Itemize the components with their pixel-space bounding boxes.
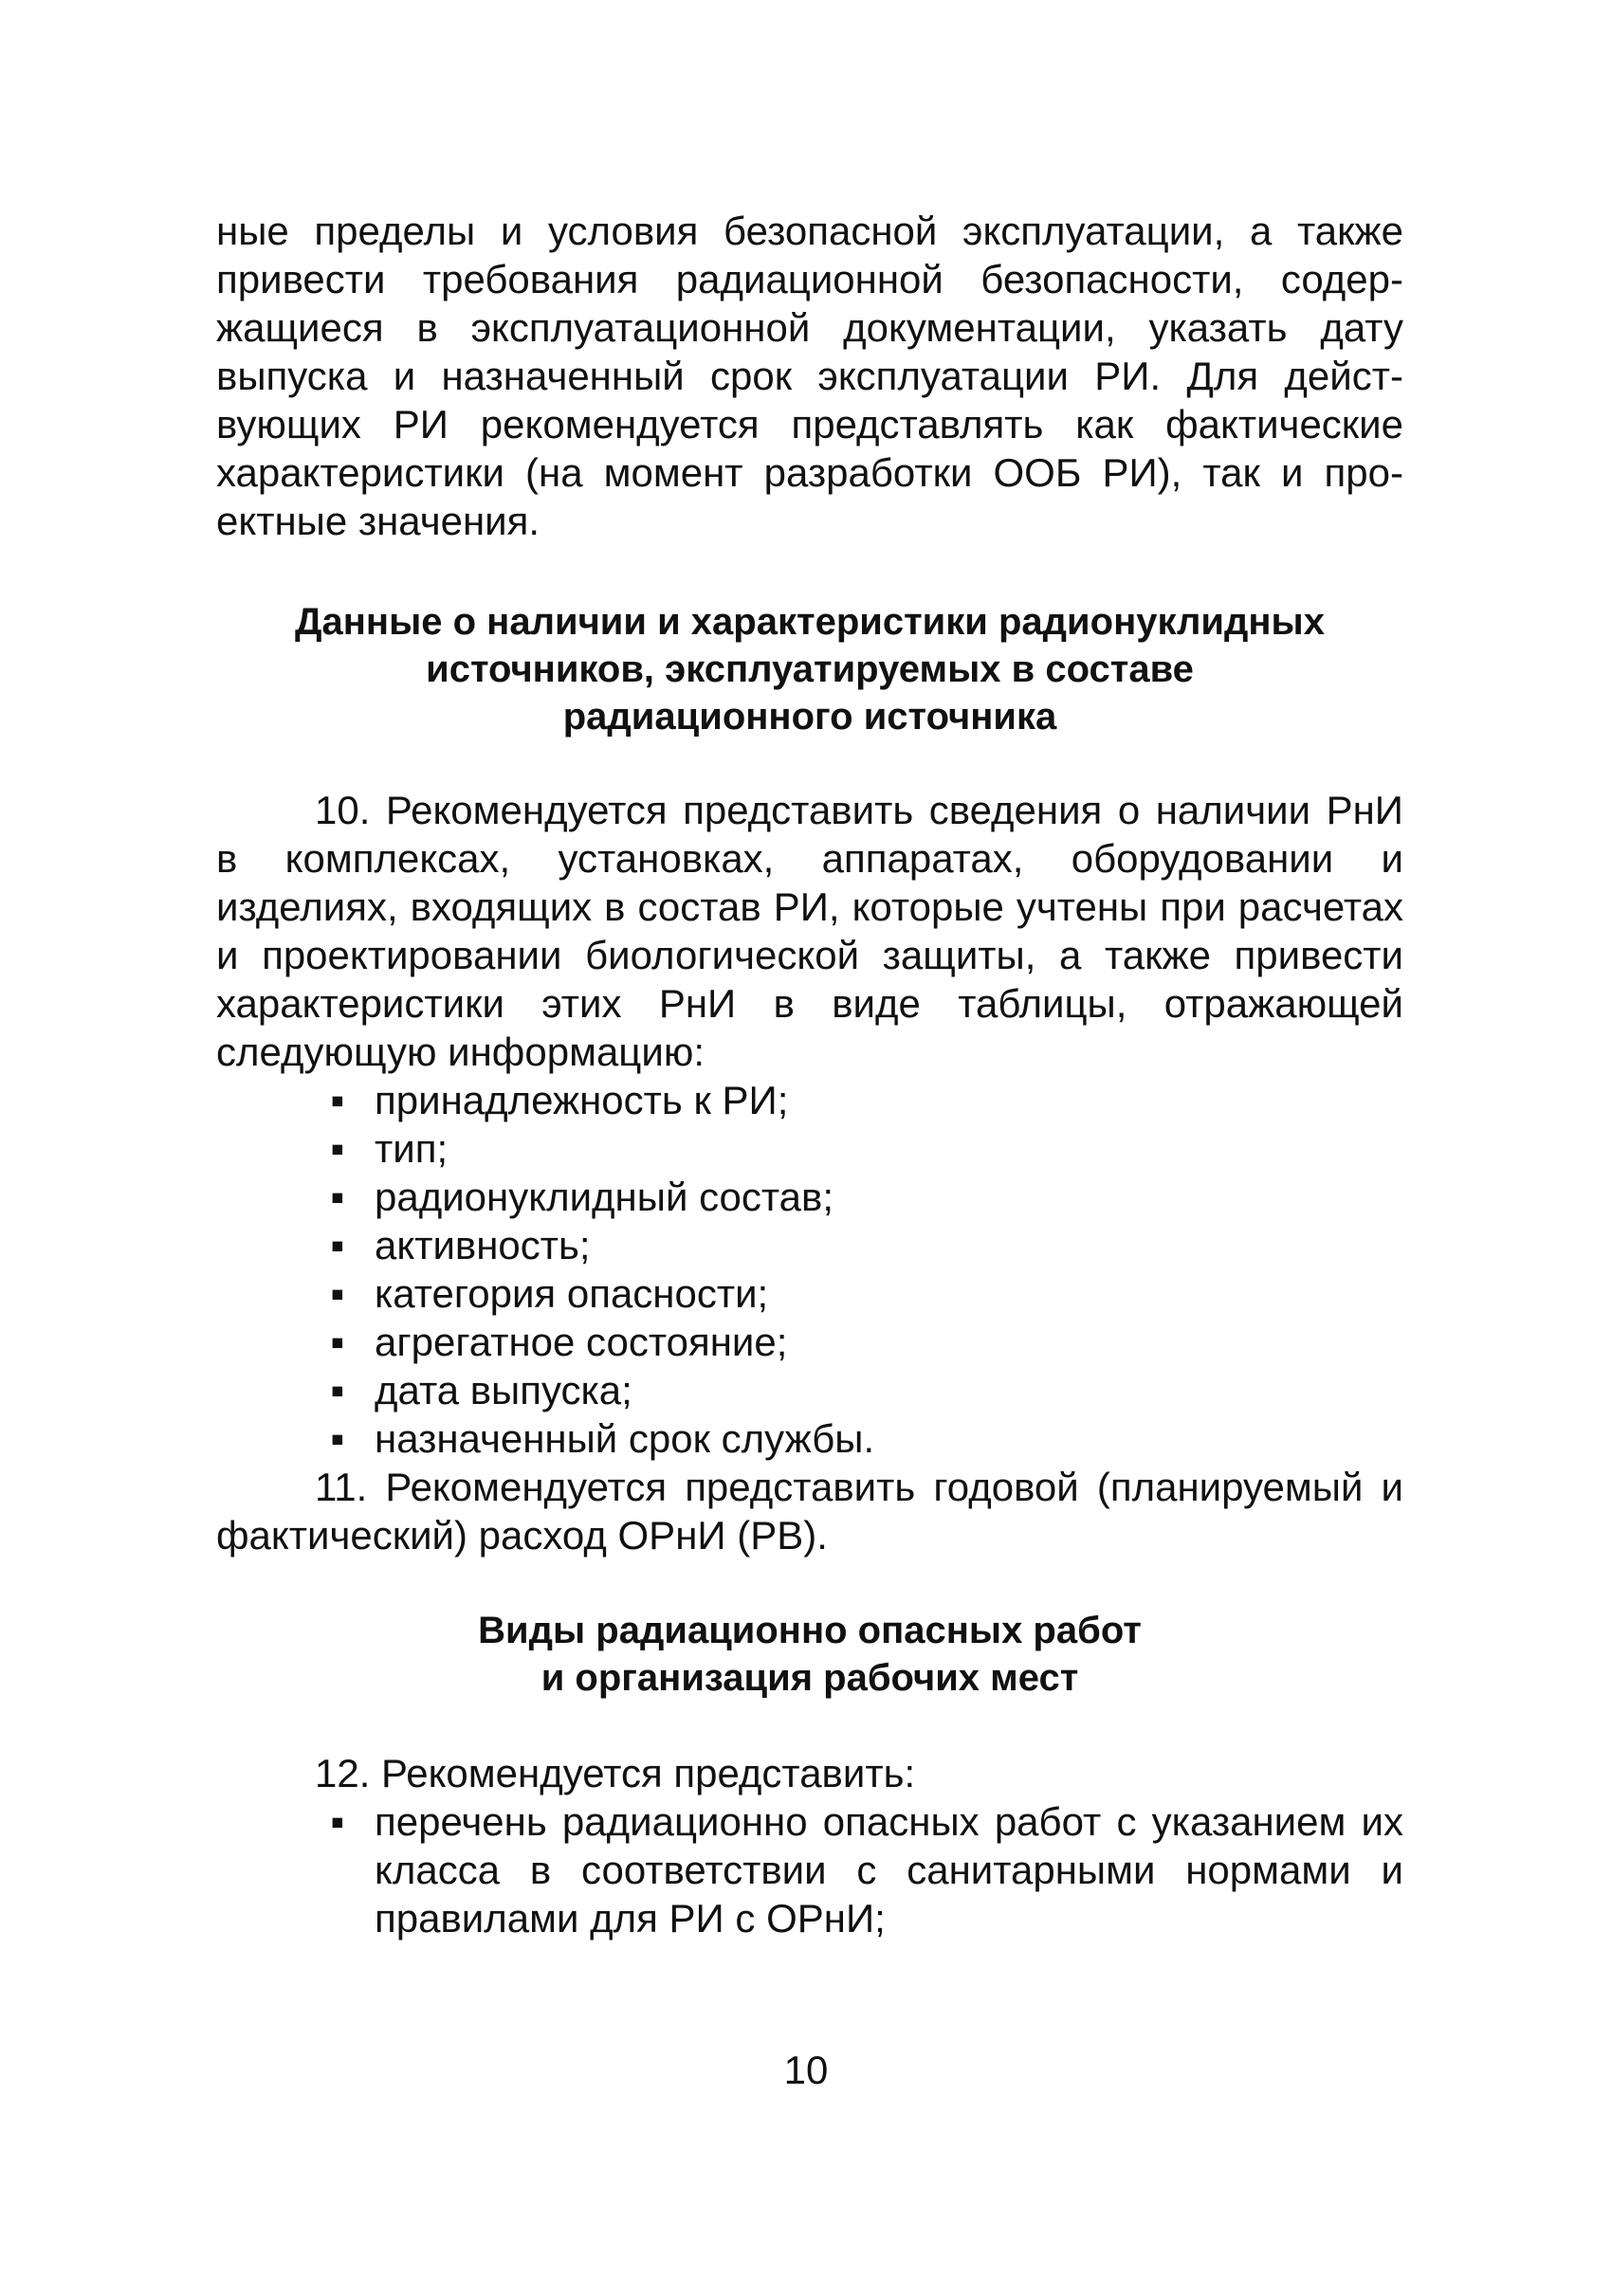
list-item-text: агрегатное состояние; [375,1320,788,1364]
list-item [216,1366,1403,1414]
list-item [216,1076,1403,1124]
list-item-text: перечень радиационно опасных работ с указанием их класса в соответствии с санитарными нормами и правилами для РИ с ОРнИ; [375,1799,1403,1941]
heading-line: радиационного источника [562,696,1057,738]
item-10-paragraph: 10. Рекомендуется представить сведения о наличии РнИ в комплексах, установках, аппаратах, оборудовании и изделиях, входящих в состав РИ, которые учтены при расчетах и проектировании биологической защиты, а также привести характеристики этих РнИ в виде таблицы, отражающей следующую информацию: [216,788,1403,1074]
radiation-works-list [216,1797,1403,1942]
list-item [216,1318,1403,1366]
section-heading-radionuclide-sources [216,598,1403,740]
list-item [216,1269,1403,1318]
bullet-icon: ▪ [330,1320,345,1364]
list-item [216,1124,1403,1173]
document-page [216,207,1403,1942]
item-11-paragraph: 11. Рекомендуется представить годовой (планируемый и фактический) расход ОРнИ (РВ). [216,1465,1403,1558]
source-parameters-list [216,1076,1403,1463]
list-item-text: тип; [375,1126,449,1171]
continuation-paragraph: ные пределы и условия безопасной эксплуатации, а также привести требования радиационной безопасности, содержащиеся в эксплуатационной документации, указать дату выпуска и назначенный срок эксплуатации РИ. Для действующих РИ рекомендуется представлять как фактические характеристики (на момент разработки ООБ РИ), так и проектные значения. [216,209,1403,543]
list-item [216,1414,1403,1463]
bullet-icon: ▪ [330,1175,345,1219]
bullet-icon: ▪ [330,1223,345,1267]
list-item-text: активность; [375,1223,591,1267]
list-item [216,1221,1403,1269]
list-item-text: назначенный срок службы. [375,1416,875,1461]
list-item-text: категория опасности; [375,1271,769,1316]
list-item-text: радионуклидный состав; [375,1175,834,1219]
list-item [216,1173,1403,1221]
item-12-paragraph: 12. Рекомендуется представить: [315,1751,916,1795]
page-number: 10 [783,2048,829,2092]
list-item-text: дата выпуска; [375,1368,632,1412]
bullet-icon: ▪ [330,1078,345,1122]
list-item-text: принадлежность к РИ; [375,1078,789,1122]
heading-line: Данные о наличии и характеристики радионуклидных [295,601,1325,643]
heading-line: Виды радиационно опасных работ [478,1610,1142,1651]
heading-line: источников, эксплуатируемых в составе [426,648,1194,690]
bullet-icon: ▪ [330,1126,345,1171]
bullet-icon: ▪ [330,1416,345,1461]
heading-line: и организация рабочих мест [540,1657,1079,1699]
bullet-icon: ▪ [330,1799,345,1844]
list-item [216,1797,1403,1942]
bullet-icon: ▪ [330,1271,345,1316]
bullet-icon: ▪ [330,1368,345,1412]
section-heading-radiation-works [216,1607,1403,1702]
